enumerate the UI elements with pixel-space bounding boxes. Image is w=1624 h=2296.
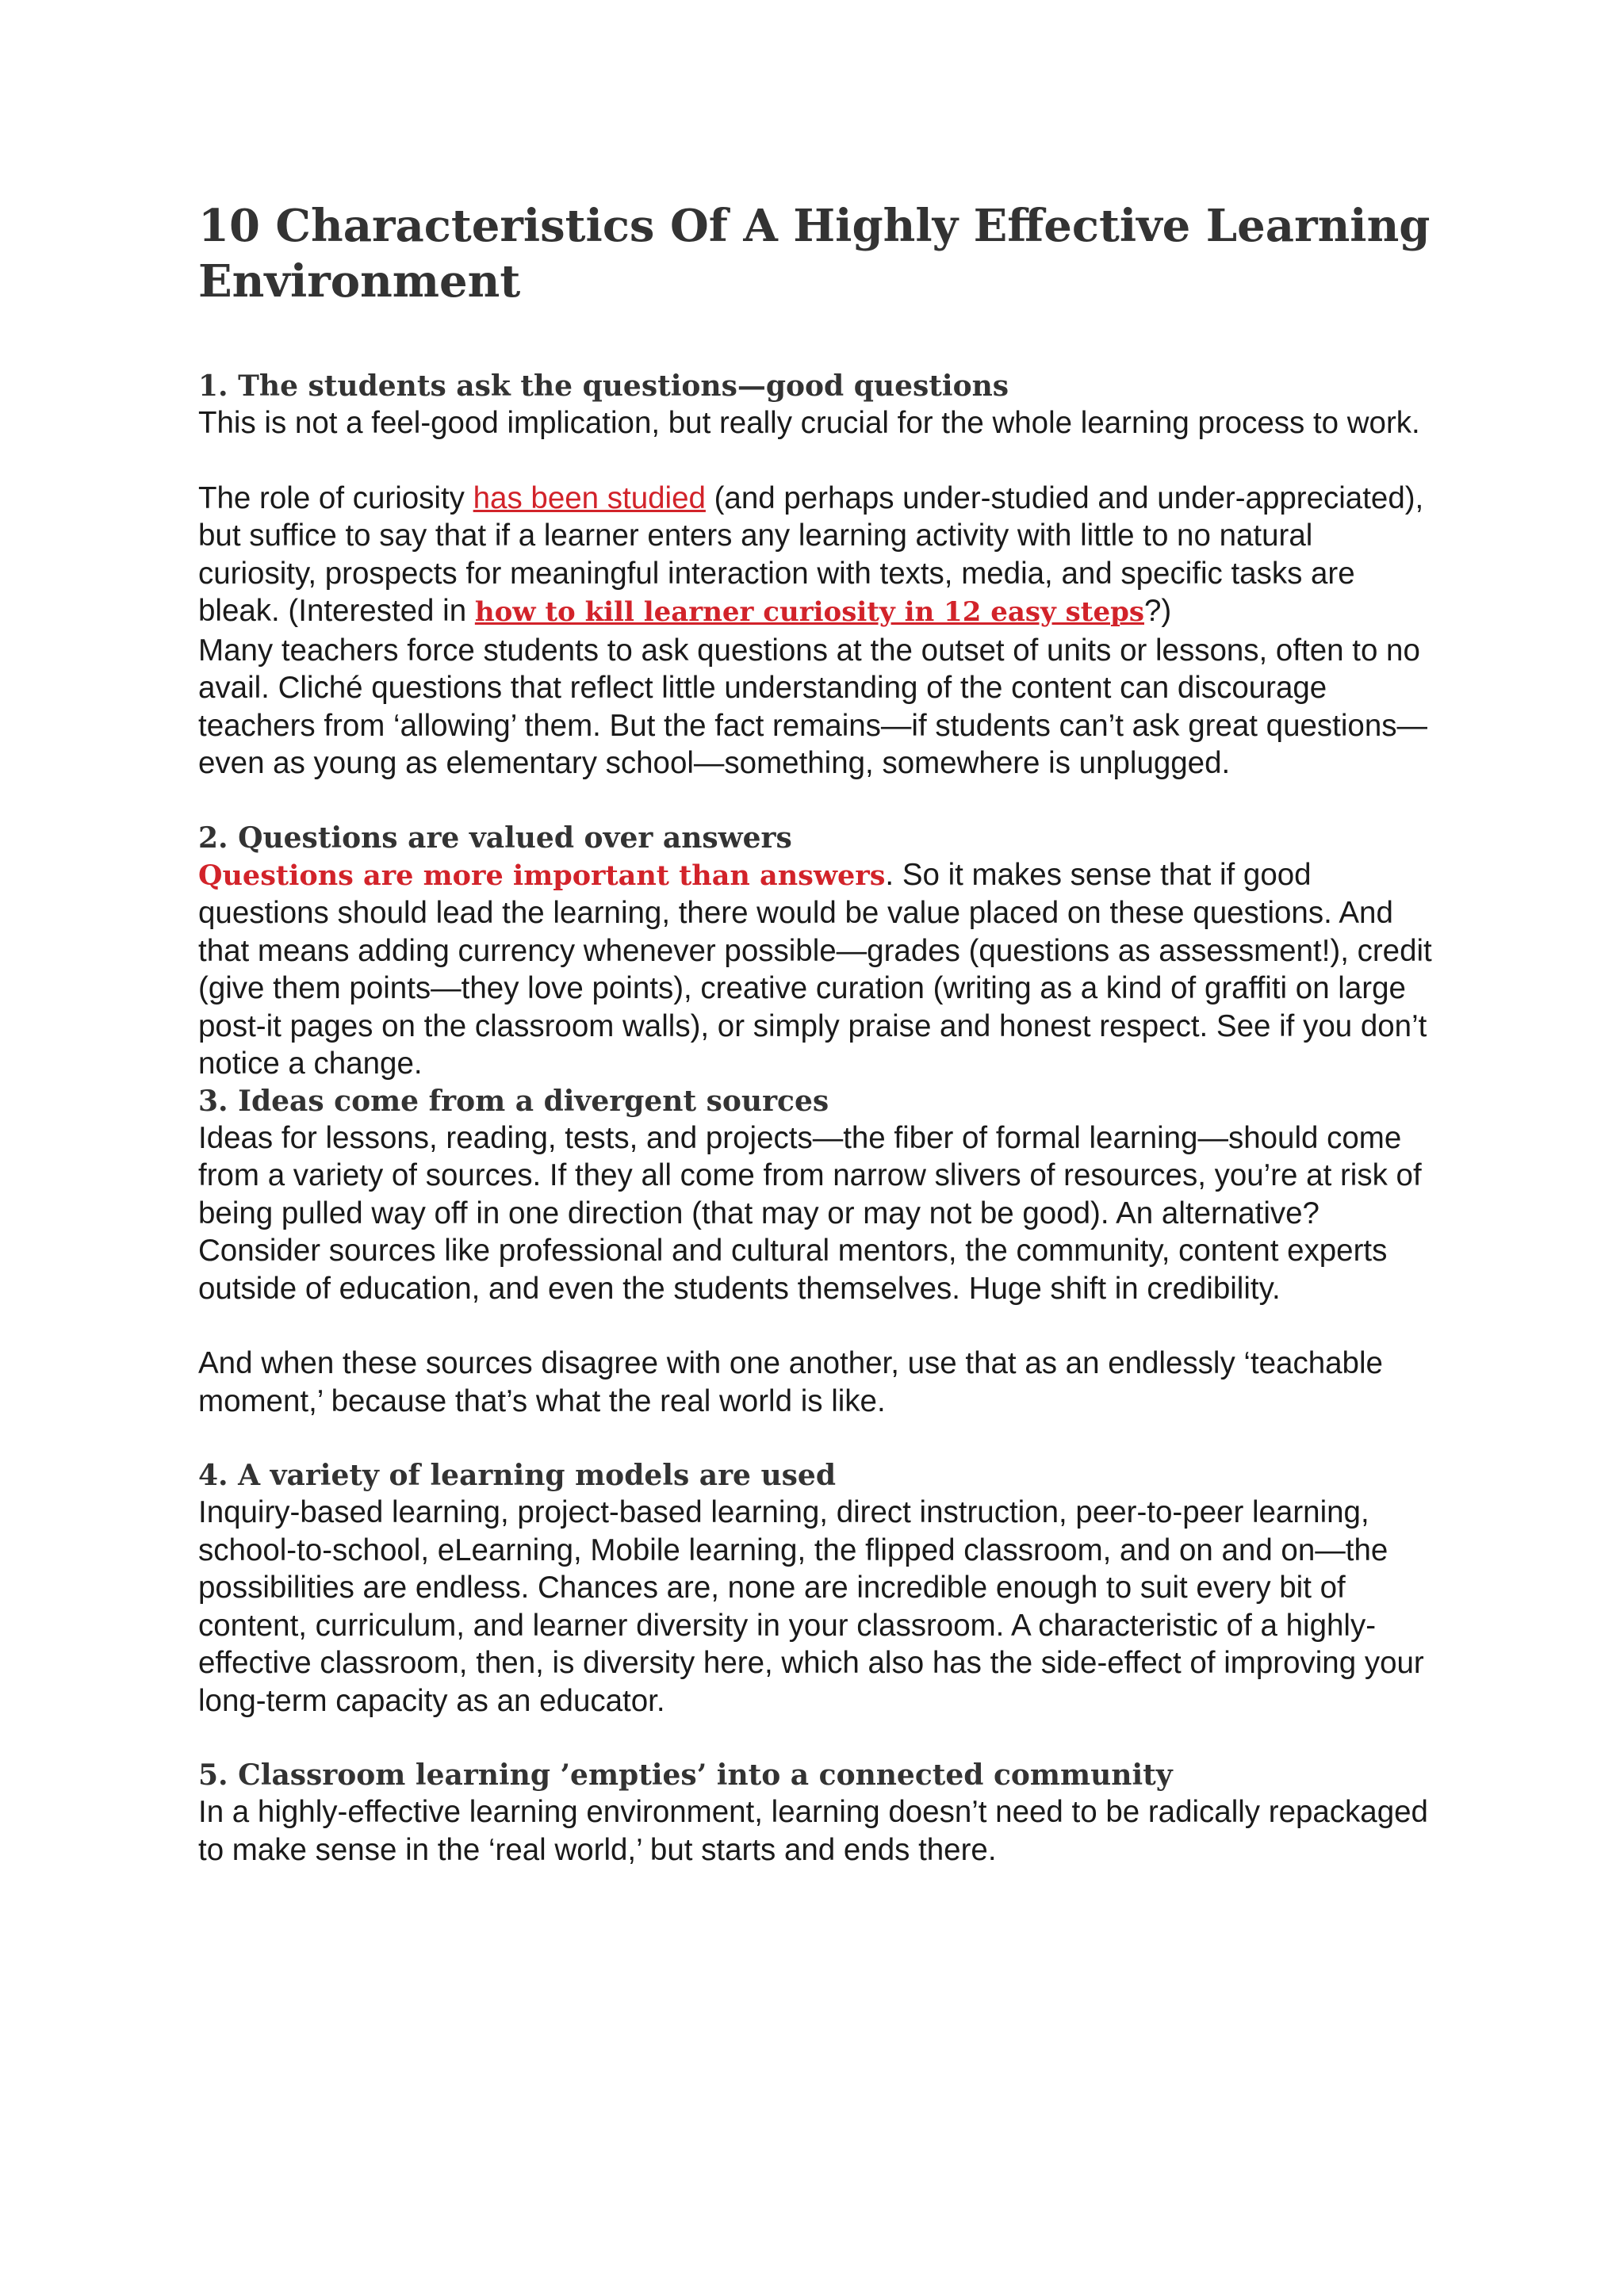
- section-gap: [198, 1420, 1435, 1457]
- section-5: [198, 1757, 1435, 1869]
- section-heading: 3. Ideas come from a divergent sources: [198, 1084, 829, 1118]
- kill-curiosity-link[interactable]: how to kill learner curiosity in 12 easy steps: [474, 596, 1144, 628]
- section-4: [198, 1457, 1435, 1720]
- section-paragraph: In a highly-effective learning environment, learning doesn’t need to be radically repackaged to make sense in the ‘real world,’ but starts and ends there.: [198, 1795, 1428, 1867]
- paragraph-text: The role of curiosity: [198, 480, 473, 515]
- paragraph-text: ?): [1144, 594, 1172, 628]
- paragraph-gap: [198, 442, 1435, 480]
- paragraph-text: (and perhaps under-studied and under-appreciated), but suffice to say that if a learner enters any learning activity with little to no natural curiosity, prospects for meaningful interaction with texts, media, and specific tasks are bleak. (Interested in: [198, 480, 1424, 628]
- section-paragraph: Inquiry-based learning, project-based learning, direct instruction, peer-to-peer learning, school-to-school, eLearning, Mobile learning, the flipped classroom, and on and on—the possibilities are endless. Chances are, none are incredible enough to suit every bit of content, curriculum, and learner diversity in your classroom. A characteristic of a highly-effective classroom, then, is diversity here, which also has the side-effect of improving your long-term capacity as an educator.: [198, 1495, 1424, 1718]
- section-paragraph: And when these sources disagree with one another, use that as an endlessly ‘teachable moment,’ because that’s what the real world is like.: [198, 1346, 1383, 1418]
- paragraph-gap: [198, 1307, 1435, 1345]
- section-paragraph: [198, 856, 1435, 1083]
- section-paragraph: This is not a feel-good implication, but really crucial for the whole learning process to work.: [198, 406, 1420, 440]
- document-title: 10 Characteristics Of A Highly Effective Learning Environment: [198, 200, 1431, 308]
- section-heading: 4. A variety of learning models are used: [198, 1459, 836, 1492]
- section-gap: [198, 1720, 1435, 1757]
- questions-important-link[interactable]: Questions are more important than answers: [198, 859, 886, 892]
- has-been-studied-link[interactable]: has been studied: [473, 480, 706, 515]
- paragraph-text: . So it makes sense that if good questions should lead the learning, there would be value placed on these questions. And that means adding currency whenever possible—grades (questions as assessment!), credit (give them points—they love points), creative curation (writing as a kind of graffiti on large post-it pages on the classroom walls), or simply praise and honest respect. See if you don’t notice a change.: [198, 857, 1432, 1081]
- section-3: [198, 1083, 1435, 1421]
- section-paragraph: Many teachers force students to ask questions at the outset of units or lessons, often to no avail. Cliché questions that reflect little understanding of the content can discourage teachers from ‘allowing’ them. But the fact remains—if students can’t ask great questions—even as young as elementary school—something, somewhere is unplugged.: [198, 633, 1427, 780]
- section-heading: 5. Classroom learning ’empties’ into a connected community: [198, 1758, 1173, 1792]
- section-gap: [198, 783, 1435, 820]
- section-paragraph: Ideas for lessons, reading, tests, and projects—the fiber of formal learning—should come from a variety of sources. If they all come from narrow slivers of resources, you’re at risk of being pulled way off in one direction (that may or may not be good). An alternative? Consider sources like professional and cultural mentors, the community, content experts outside of education, and even the students themselves. Huge shift in credibility.: [198, 1120, 1422, 1306]
- section-2: [198, 820, 1435, 1083]
- section-heading: 2. Questions are valued over answers: [198, 821, 792, 855]
- document-content: [198, 198, 1435, 1869]
- section-heading: 1. The students ask the questions—good questions: [198, 369, 1009, 403]
- section-1: [198, 368, 1435, 783]
- section-paragraph: [198, 480, 1435, 632]
